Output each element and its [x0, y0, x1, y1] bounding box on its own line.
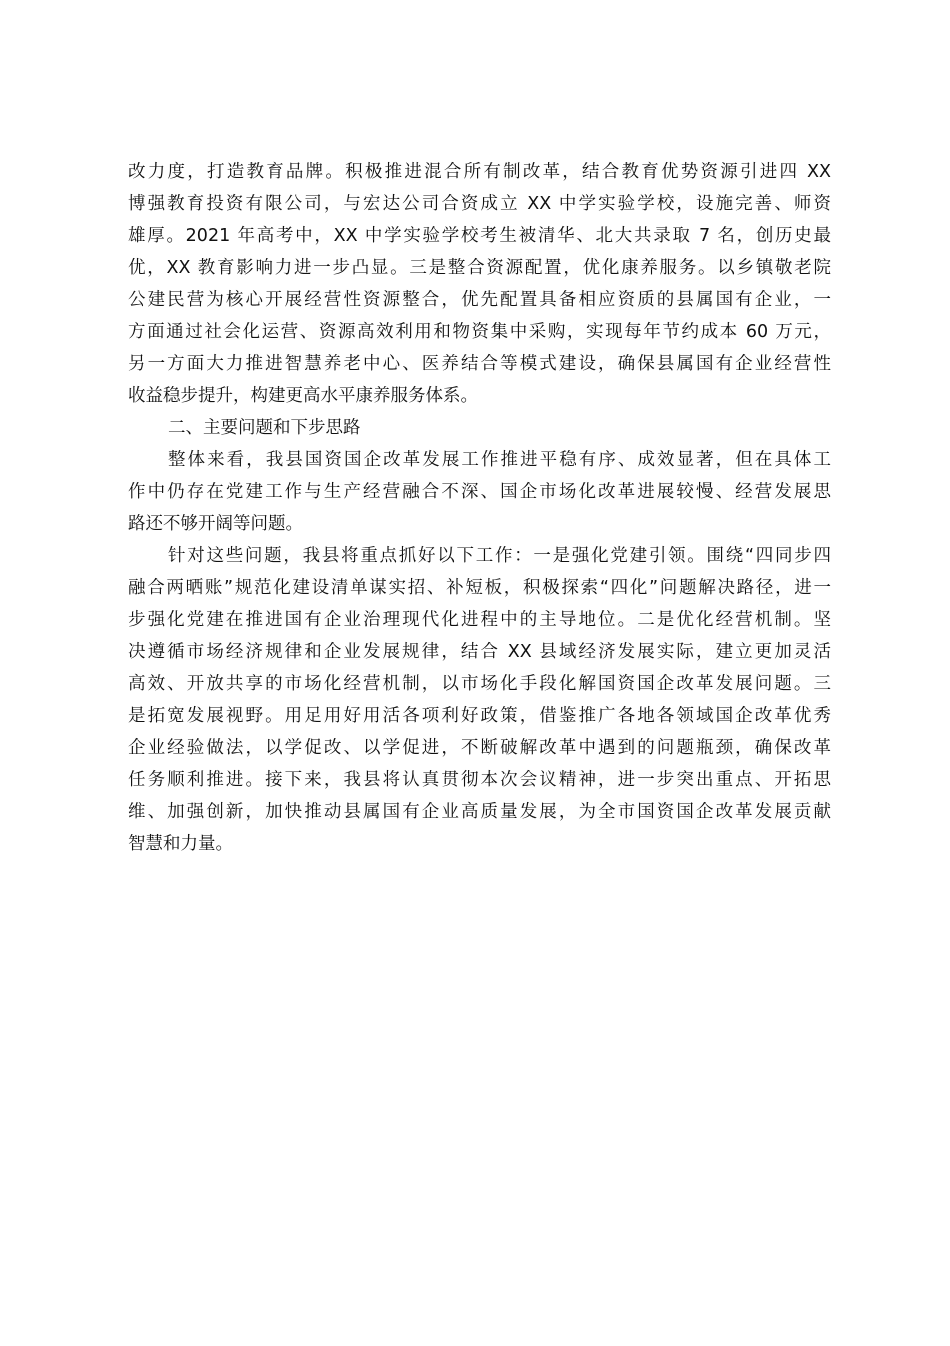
text-line: 步强化党建在推进国有企业治理现代化进程中的主导地位。二是优化经营机制。坚: [128, 610, 831, 630]
text-line: 任务顺利推进。接下来，我县将认真贯彻本次会议精神，进一步突出重点、开拓思: [128, 770, 831, 790]
document-page: [128, 156, 831, 860]
section-heading: [128, 412, 831, 444]
text-line: 智慧和力量。: [128, 834, 233, 854]
text-line: 收益稳步提升，构建更高水平康养服务体系。: [128, 386, 478, 406]
heading-text: 二、主要问题和下步思路: [168, 418, 361, 438]
text-line: 作中仍存在党建工作与生产经营融合不深、国企市场化改革进展较慢、经营发展思: [128, 482, 831, 502]
text-line: 优，XX 教育影响力进一步凸显。三是整合资源配置，优化康养服务。以乡镇敬老院: [128, 258, 831, 278]
text-line: 改力度，打造教育品牌。积极推进混合所有制改革，结合教育优势资源引进四 XX: [128, 162, 831, 182]
text-line: 雄厚。2021 年高考中，XX 中学实验学校考生被清华、北大共录取 7 名，创历史最: [128, 226, 831, 246]
text-line: 高效、开放共享的市场化经营机制，以市场化手段化解国资国企改革发展问题。三: [128, 674, 831, 694]
text-line: 企业经验做法，以学促改、以学促进，不断破解改革中遇到的问题瓶颈，确保改革: [128, 738, 831, 758]
paragraph-next-steps: [128, 540, 831, 860]
text-line: 博强教育投资有限公司，与宏达公司合资成立 XX 中学实验学校，设施完善、师资: [128, 194, 831, 214]
text-line: 融合两晒账”规范化建设清单谋实招、补短板，积极探索“四化”问题解决路径，进一: [128, 578, 831, 598]
paragraph-education-and-elderly-care: [128, 156, 831, 412]
text-line: 针对这些问题，我县将重点抓好以下工作：一是强化党建引领。围绕“四同步四: [168, 546, 831, 566]
text-line: 决遵循市场经济规律和企业发展规律，结合 XX 县域经济发展实际，建立更加灵活: [128, 642, 831, 662]
paragraph-overall-problems: [128, 444, 831, 540]
text-line: 公建民营为核心开展经营性资源整合，优先配置具备相应资质的县属国有企业，一: [128, 290, 831, 310]
text-line: 另一方面大力推进智慧养老中心、医养结合等模式建设，确保县属国有企业经营性: [128, 354, 831, 374]
text-line: 是拓宽发展视野。用足用好用活各项利好政策，借鉴推广各地各领域国企改革优秀: [128, 706, 831, 726]
text-line: 整体来看，我县国资国企改革发展工作推进平稳有序、成效显著，但在具体工: [168, 450, 831, 470]
text-line: 路还不够开阔等问题。: [128, 514, 303, 534]
text-line: 方面通过社会化运营、资源高效利用和物资集中采购，实现每年节约成本 60 万元，: [128, 322, 831, 342]
text-line: 维、加强创新，加快推动县属国有企业高质量发展，为全市国资国企改革发展贡献: [128, 802, 831, 822]
